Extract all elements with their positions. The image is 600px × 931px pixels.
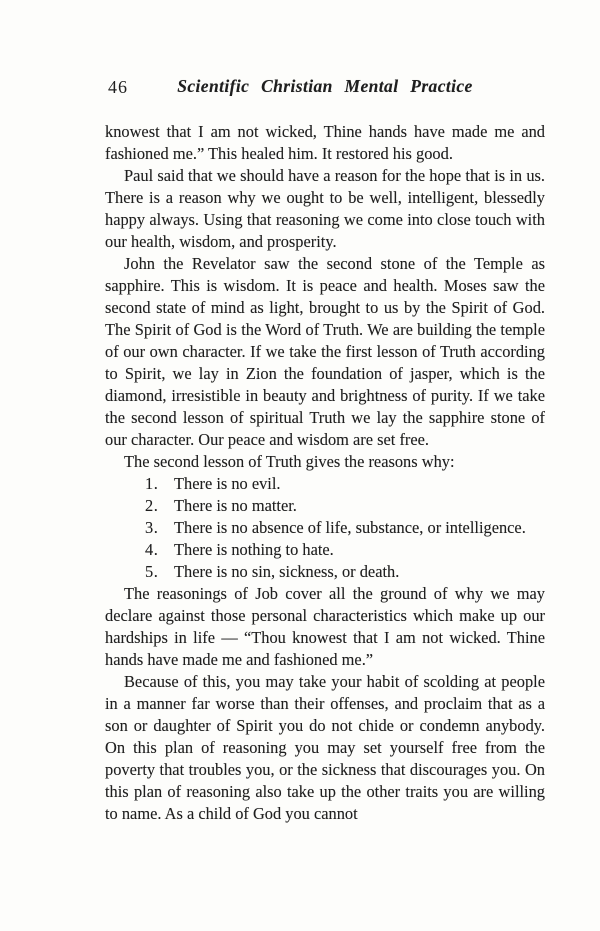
- paragraph-list-intro: The second lesson of Truth gives the reasons why:: [124, 452, 455, 471]
- page-header: [105, 76, 545, 100]
- list-item-number: 2.: [145, 496, 159, 515]
- list-item-number: 4.: [145, 540, 159, 559]
- list-item: [145, 517, 545, 539]
- list-item-text: There is no absence of life, substance, or intelligence.: [174, 518, 526, 537]
- list-item-text: There is no sin, sickness, or death.: [174, 562, 400, 581]
- running-title: Scientific Christian Mental Practice: [177, 76, 473, 96]
- paragraph: Because of this, you may take your habit of scolding at people in a manner far worse than their offenses, and proclaim that as a son or daughter of Spirit you do not chide or condemn anybody. On this plan of reasoning you may set yourself free from the poverty that troubles you, or the sickness that discourages you. On this plan of reasoning also take up the other traits you are willing to name. As a child of God you cannot: [105, 672, 545, 823]
- list-item: [145, 495, 545, 517]
- list-item-number: 5.: [145, 562, 159, 581]
- numbered-list: [105, 473, 545, 583]
- list-item-text: There is nothing to hate.: [174, 540, 334, 559]
- paragraph: Paul said that we should have a reason for the hope that is in us. There is a reason why we ought to be well, intelligent, blessedly happy always. Using that reasoning we come into close touch with our health, wisdom, and prosperity.: [105, 166, 545, 251]
- list-item-text: There is no evil.: [174, 474, 281, 493]
- list-item-number: 3.: [145, 518, 159, 537]
- list-item-number: 1.: [145, 474, 159, 493]
- paragraph: The reasonings of Job cover all the ground of why we may declare against those personal characteristics which make up our hardships in life — “Thou knowest that I am not wicked. Thine hands have made me and fashioned me.”: [105, 584, 545, 669]
- list-item: [145, 473, 545, 495]
- list-item: [145, 561, 545, 583]
- list-item: [145, 539, 545, 561]
- paragraph: John the Revelator saw the second stone of the Temple as sapphire. This is wisdom. It is peace and health. Moses saw the second state of mind as light, brought to us by the Spirit of God. The Spirit of God is the Word of Truth. We are building the temple of our own character. If we take the first lesson of Truth according to Spirit, we lay in Zion the foundation of jasper, which is the diamond, irresistible in beauty and brightness of purity. If we take the second lesson of spiritual Truth we lay the sapphire stone of our character. Our peace and wisdom are set free.: [105, 254, 545, 449]
- page-number: 46: [108, 77, 128, 97]
- list-item-text: There is no matter.: [174, 496, 297, 515]
- paragraph-continuation: knowest that I am not wicked, Thine hands have made me and fashioned me.” This healed him. It restored his good.: [105, 122, 545, 163]
- page-body: [105, 121, 545, 825]
